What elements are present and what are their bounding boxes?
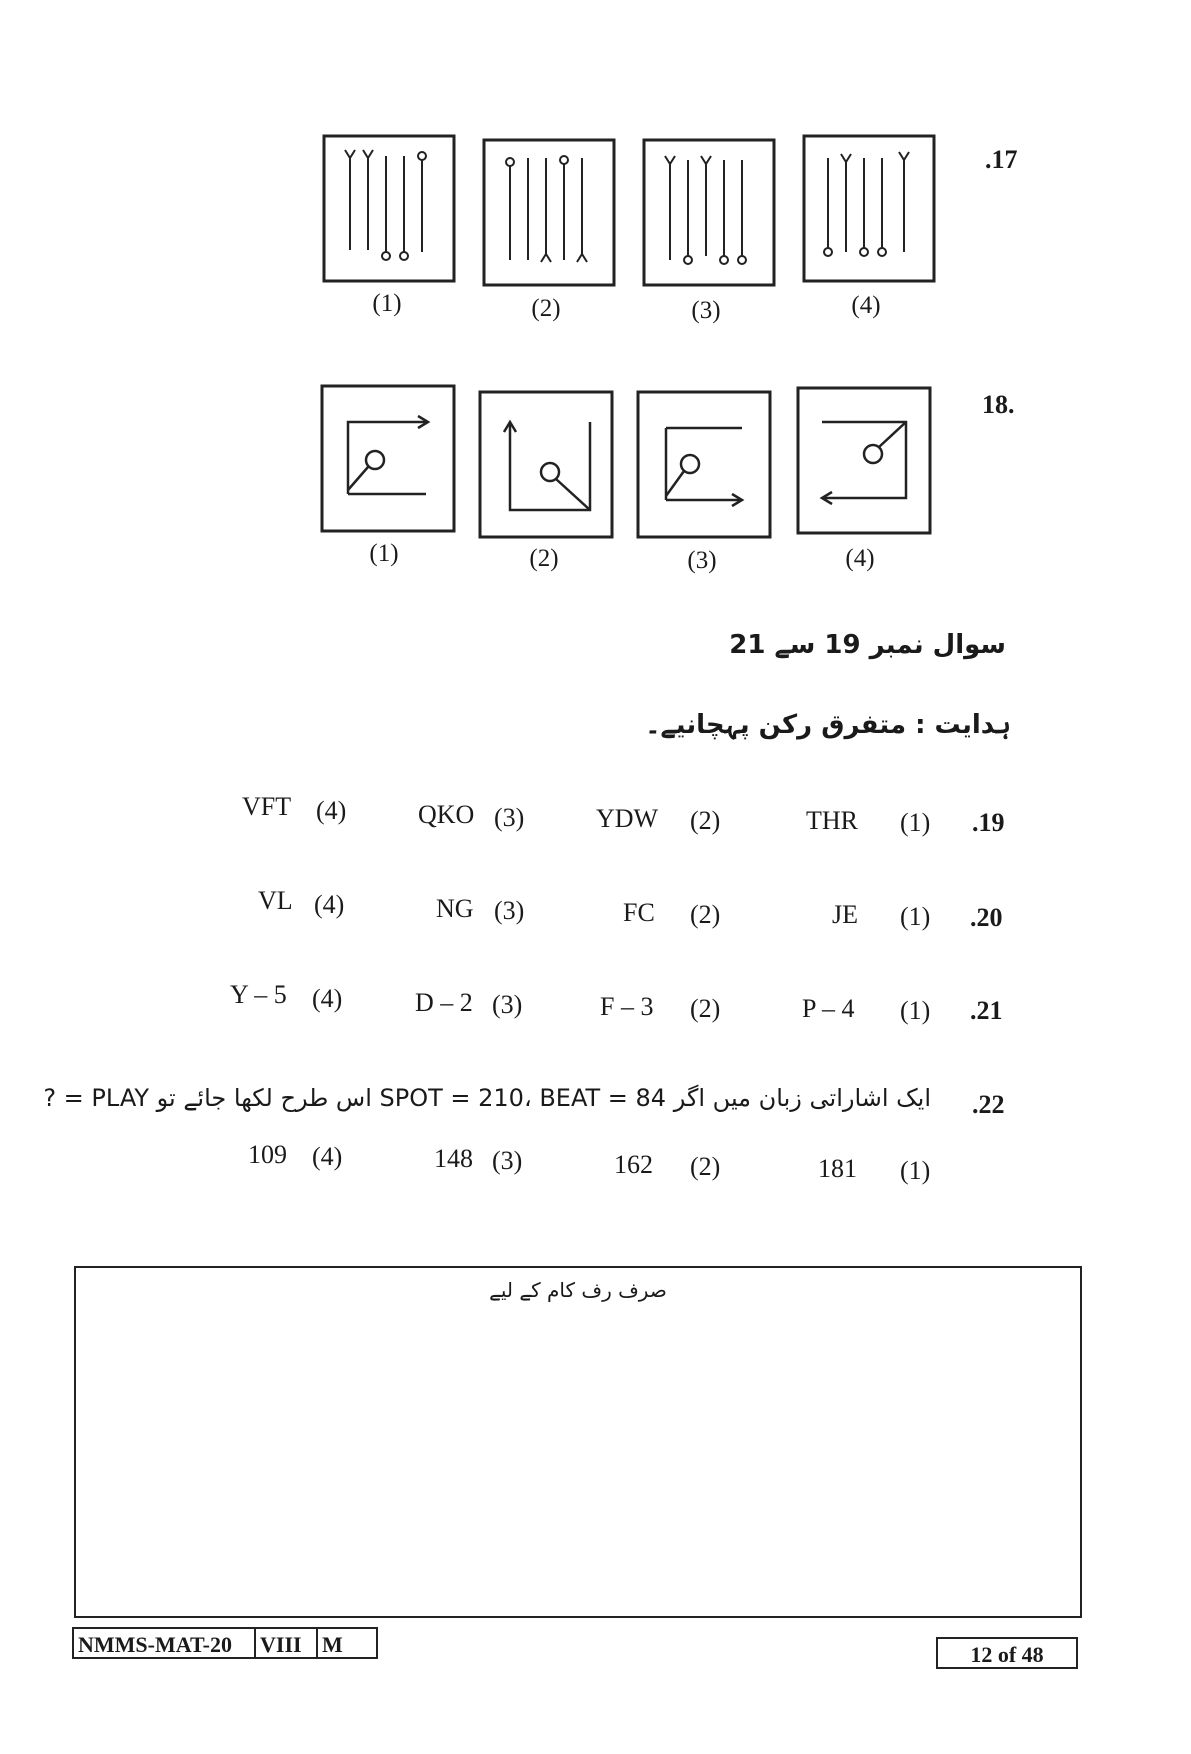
q19-opt2-num: (2) bbox=[690, 806, 721, 835]
q22-question-text: ایک اشاراتی زبان میں اگر SPOT = 210، BEAT = 84 اس طرح لکھا جائے تو PLAY = ? bbox=[43, 1084, 931, 1112]
question-number-19: .19 bbox=[972, 808, 1005, 837]
q20-opt2-text: FC bbox=[623, 898, 655, 927]
question-number-18: 18. bbox=[982, 390, 1015, 419]
q20-opt4-num: (4) bbox=[314, 890, 345, 919]
q18-label-4: (4) bbox=[845, 545, 875, 572]
q20-opt2-num: (2) bbox=[690, 900, 721, 929]
q21-opt3-num: (3) bbox=[492, 990, 523, 1019]
q19-opt2-text: YDW bbox=[596, 804, 659, 833]
q19-opt1-num: (1) bbox=[900, 808, 931, 837]
rough-work-label: صرف رف کام کے لیے bbox=[489, 1278, 667, 1302]
footer-page-number: 12 of 48 bbox=[936, 1637, 1078, 1669]
q22-opt4-num: (4) bbox=[312, 1142, 343, 1171]
q19-opt4-text: VFT bbox=[242, 792, 292, 821]
q21-opt1-text: P – 4 bbox=[802, 994, 855, 1023]
rough-work-box bbox=[74, 1266, 1082, 1618]
q18-label-3: (3) bbox=[687, 547, 717, 574]
q22-opt1-text: 181 bbox=[818, 1154, 857, 1183]
q19-opt3-text: QKO bbox=[418, 800, 475, 829]
q20-opt1-text: JE bbox=[832, 900, 858, 929]
q21-opt2-text: F – 3 bbox=[600, 992, 654, 1021]
q20-opt3-text: NG bbox=[436, 894, 474, 923]
q17-figures bbox=[320, 128, 940, 298]
q17-label-2: (2) bbox=[531, 295, 561, 322]
q18-label-1: (1) bbox=[369, 540, 399, 567]
q17-label-3: (3) bbox=[691, 297, 721, 324]
q18-figures bbox=[318, 382, 938, 542]
q17-figure-set bbox=[320, 128, 940, 298]
question-number-20: .20 bbox=[970, 903, 1003, 932]
footer-medium: M bbox=[318, 1627, 378, 1659]
q21-opt3-text: D – 2 bbox=[415, 988, 473, 1017]
q18-figure-set bbox=[318, 382, 938, 542]
q22-opt2-num: (2) bbox=[690, 1152, 721, 1181]
footer-class: VIII bbox=[256, 1627, 318, 1659]
q20-opt3-num: (3) bbox=[494, 896, 525, 925]
q21-opt2-num: (2) bbox=[690, 994, 721, 1023]
q19-opt1-text: THR bbox=[806, 806, 858, 835]
q21-opt1-num: (1) bbox=[900, 996, 931, 1025]
question-number-21: .21 bbox=[970, 996, 1003, 1025]
question-number-22: .22 bbox=[972, 1090, 1005, 1119]
q18-label-2: (2) bbox=[529, 545, 559, 572]
q21-opt4-num: (4) bbox=[312, 984, 343, 1013]
q22-opt1-num: (1) bbox=[900, 1156, 931, 1185]
section-heading: سوال نمبر 19 سے 21 bbox=[729, 630, 1006, 660]
q17-label-1: (1) bbox=[372, 290, 402, 317]
section-instruction: ہدایت : متفرق رکن پہچانیے۔ bbox=[645, 710, 1011, 740]
q22-opt2-text: 162 bbox=[614, 1150, 653, 1179]
q19-opt3-num: (3) bbox=[494, 803, 525, 832]
q22-opt3-num: (3) bbox=[492, 1146, 523, 1175]
q17-label-4: (4) bbox=[851, 292, 881, 319]
q22-opt4-text: 109 bbox=[248, 1140, 287, 1169]
q20-opt1-num: (1) bbox=[900, 902, 931, 931]
q22-opt3-text: 148 bbox=[434, 1144, 473, 1173]
q21-opt4-text: Y – 5 bbox=[230, 980, 287, 1009]
q19-opt4-num: (4) bbox=[316, 796, 347, 825]
footer-exam-code: NMMS-MAT-20 bbox=[72, 1627, 256, 1659]
question-number-17: .17 bbox=[985, 145, 1018, 174]
q20-opt4-text: VL bbox=[258, 886, 293, 915]
